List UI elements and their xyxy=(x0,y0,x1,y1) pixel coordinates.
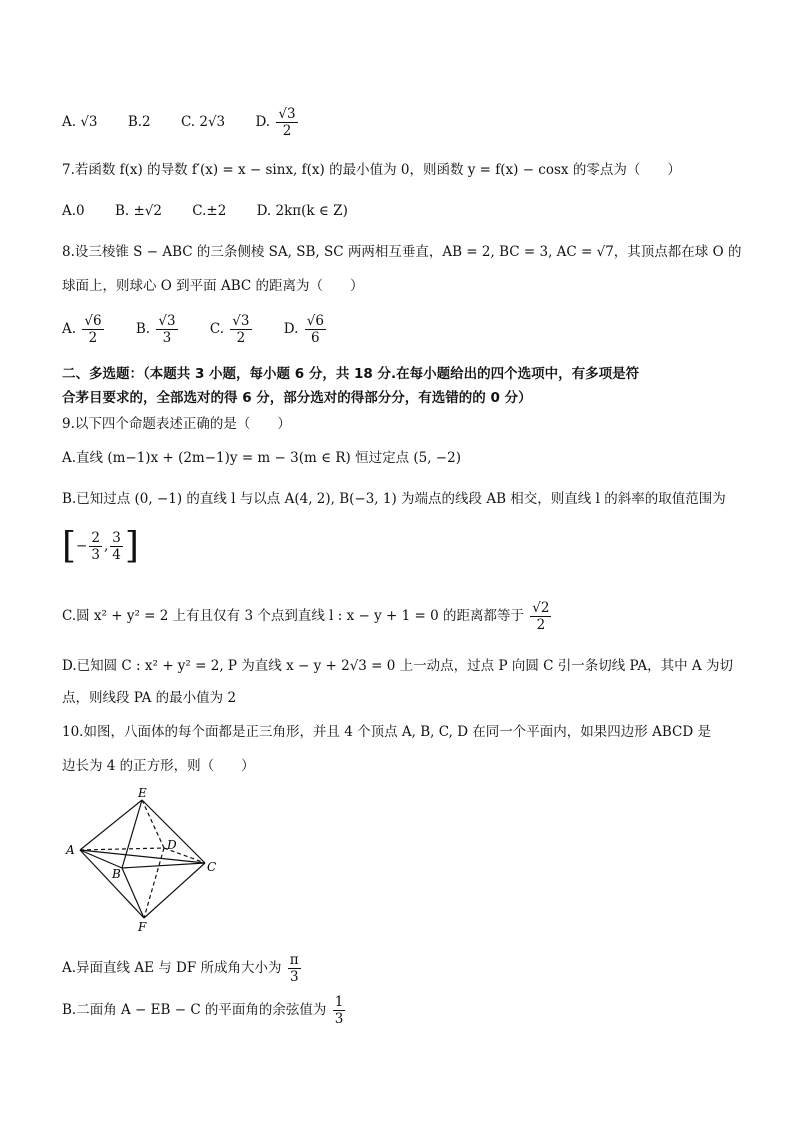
edge-cf xyxy=(144,863,205,918)
q6-option-a: A. √3 xyxy=(62,114,98,130)
q7-option-a: A.0 xyxy=(62,203,85,219)
q6-d-fraction: $\frac{√3}{2}$ xyxy=(278,106,296,139)
q8-option-a: A. $\frac{√6}{2}$ xyxy=(62,313,102,346)
label-d: D xyxy=(167,838,177,852)
q6-option-b: B.2 xyxy=(127,114,151,130)
q9-option-d-line1: D.已知圆 C : x² + y² = 2, P 为直线 x − y + 2√3 = 0 上一动点，过点 P 向圆 C 引一条切线 PA，其中 A 为切 xyxy=(62,658,733,674)
label-f: F xyxy=(138,920,147,934)
section2-heading-line1: 二、多选题：（本题共 3 小题，每小题 6 分，共 18 分.在每小题给出的四个选项中，有多项是符 xyxy=(62,366,640,382)
q8-option-d: D. $\frac{√6}{6}$ xyxy=(283,313,324,346)
edge-bc xyxy=(122,863,205,868)
edge-bf xyxy=(122,868,144,918)
label-e: E xyxy=(138,786,147,800)
section2-heading-line2: 合茅目要求的，全部选对的得 6 分，部分选对的得部分分，有选错的的 0 分） xyxy=(62,390,532,406)
edge-ec xyxy=(142,800,205,863)
q8-option-c: C. $\frac{√3}{2}$ xyxy=(209,313,250,346)
q7-option-c: C.±2 xyxy=(192,203,227,219)
q8-stem-line1: 8.设三棱锥 S − ABC 的三条侧棱 SA, SB, SC 两两相互垂直，AB = 2, BC = 3, AC = √7，其顶点都在球 O 的 xyxy=(62,244,742,260)
label-c: C xyxy=(207,860,217,874)
q6-options xyxy=(62,106,300,139)
q6-option-d: D. $\frac{√3}{2}$ xyxy=(255,106,296,139)
q8-stem-line2: 球面上，则球心 O 到平面 ABC 的距离为（ ） xyxy=(62,278,364,294)
q10-stem-line2: 边长为 4 的正方形，则（ ） xyxy=(62,758,255,774)
edge-eb xyxy=(122,800,142,868)
edge-df xyxy=(144,848,164,918)
q9-option-b-range: [− $\frac{2}{3}$ , $\frac{3}{4}$ ] xyxy=(62,525,139,567)
q8-options xyxy=(62,313,354,346)
q9-option-a: A.直线 (m−1)x + (2m−1)y = m − 3(m ∈ R) 恒过定点 (5, −2) xyxy=(62,450,461,466)
edge-ea xyxy=(80,800,142,850)
label-a: A xyxy=(66,843,75,857)
q7-stem: 7.若函数 f(x) 的导数 f′(x) = x − sinx, f(x) 的最小值为 0，则函数 y = f(x) − cosx 的零点为（ ） xyxy=(62,162,681,178)
q6-option-c: C. 2√3 xyxy=(180,114,226,130)
label-b: B xyxy=(112,867,121,881)
q9-option-d-line2: 点，则线段 PA 的最小值为 2 xyxy=(62,690,237,706)
edge-af xyxy=(80,850,144,918)
q9-option-c: C.圆 x² + y² = 2 上有且仅有 3 个点到直线 l : x − y + 1 = 0 的距离都等于 $\frac{√2}{2}$ xyxy=(62,600,550,633)
edge-ed xyxy=(142,800,164,848)
q9-stem: 9.以下四个命题表述正确的是（ ） xyxy=(62,416,291,432)
q10-stem-line1: 10.如图，八面体的每个面都是正三角形，并且 4 个顶点 A, B, C, D 在同一个平面内，如果四边形 ABCD 是 xyxy=(62,724,711,740)
q8-option-b: B. $\frac{√3}{3}$ xyxy=(135,313,176,346)
q9-option-b-line1: B.已知过点 (0, −1) 的直线 l 与以点 A(4, 2), B(−3, 1) 为端点的线段 AB 相交，则直线 l 的斜率的取值范围为 xyxy=(62,491,726,507)
q7-option-b: B. ±√2 xyxy=(114,203,162,219)
q7-options xyxy=(62,201,348,221)
q10-option-a: A.异面直线 AE 与 DF 所成角大小为 $\frac{\pi}{3}$ xyxy=(62,952,299,985)
q10-option-b: B.二面角 A − EB − C 的平面角的余弦值为 $\frac{1}{3}$ xyxy=(62,994,344,1027)
edge-ad xyxy=(80,848,164,850)
octahedron-figure xyxy=(60,785,230,935)
q7-option-d: D. 2kπ(k ∈ Z) xyxy=(256,203,348,219)
